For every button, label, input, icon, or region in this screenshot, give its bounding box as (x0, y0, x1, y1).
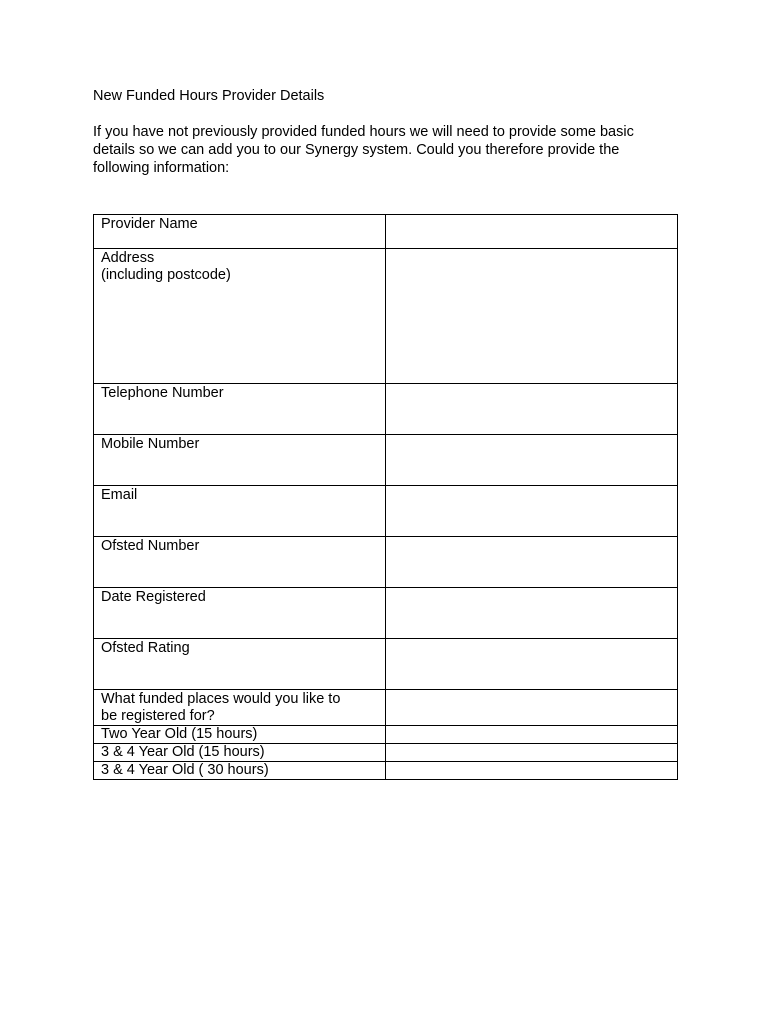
form-label-mobile (94, 435, 386, 486)
form-row-address (94, 249, 678, 384)
page-title: New Funded Hours Provider Details (93, 88, 325, 104)
form-row-mobile (94, 435, 678, 486)
intro-line: details so we can add you to our Synergy system. Could you therefore provide the (93, 142, 620, 158)
form-row-ofsted-rating (94, 639, 678, 690)
form-label-email (94, 486, 386, 537)
form-row-email (94, 486, 678, 537)
telephone-field[interactable] (386, 384, 678, 435)
form-label-funded-places (94, 690, 386, 726)
label-text: Mobile Number (101, 436, 200, 452)
form-label-3-4-year-old-15 (94, 744, 386, 762)
provider-details-form (93, 214, 678, 780)
form-label-date-registered (94, 588, 386, 639)
label-text: be registered for? (101, 708, 215, 724)
intro-line: If you have not previously provided funded hours we will need to provide some basic (93, 124, 634, 140)
form-label-two-year-old (94, 726, 386, 744)
email-field[interactable] (386, 486, 678, 537)
form-label-address (94, 249, 386, 384)
intro-paragraph (93, 123, 693, 177)
form-label-3-4-year-old-30 (94, 762, 386, 780)
date-registered-field[interactable] (386, 588, 678, 639)
form-row-3-4-year-old-15 (94, 744, 678, 762)
form-row-ofsted-number (94, 537, 678, 588)
label-text: Telephone Number (101, 385, 224, 401)
label-text: Email (101, 487, 138, 503)
intro-line: following information: (93, 160, 230, 176)
label-text: Ofsted Rating (101, 640, 190, 656)
ofsted-number-field[interactable] (386, 537, 678, 588)
ofsted-rating-field[interactable] (386, 639, 678, 690)
provider-name-field[interactable] (386, 215, 678, 249)
form-row-3-4-year-old-30 (94, 762, 678, 780)
form-row-two-year-old (94, 726, 678, 744)
label-text: Date Registered (101, 589, 206, 605)
form-row-funded-places-question (94, 690, 678, 726)
label-text: Address (101, 250, 155, 266)
label-text: Ofsted Number (101, 538, 200, 554)
label-hint-text: (including postcode) (101, 267, 231, 283)
three-four-year-old-15-field[interactable] (386, 744, 678, 762)
label-text: What funded places would you like to (101, 691, 341, 707)
label-text: Two Year Old (15 hours) (101, 726, 258, 742)
form-row-telephone (94, 384, 678, 435)
label-text: 3 & 4 Year Old (15 hours) (101, 744, 265, 760)
two-year-old-field[interactable] (386, 726, 678, 744)
form-label-telephone (94, 384, 386, 435)
form-label-ofsted-rating (94, 639, 386, 690)
mobile-field[interactable] (386, 435, 678, 486)
three-four-year-old-30-field[interactable] (386, 762, 678, 780)
form-row-date-registered (94, 588, 678, 639)
label-text: 3 & 4 Year Old ( 30 hours) (101, 762, 269, 778)
form-row-provider-name (94, 215, 678, 249)
label-text: Provider Name (101, 216, 198, 232)
form-label-ofsted-number (94, 537, 386, 588)
funded-places-field[interactable] (386, 690, 678, 726)
address-field[interactable] (386, 249, 678, 384)
form-label-provider-name (94, 215, 386, 249)
